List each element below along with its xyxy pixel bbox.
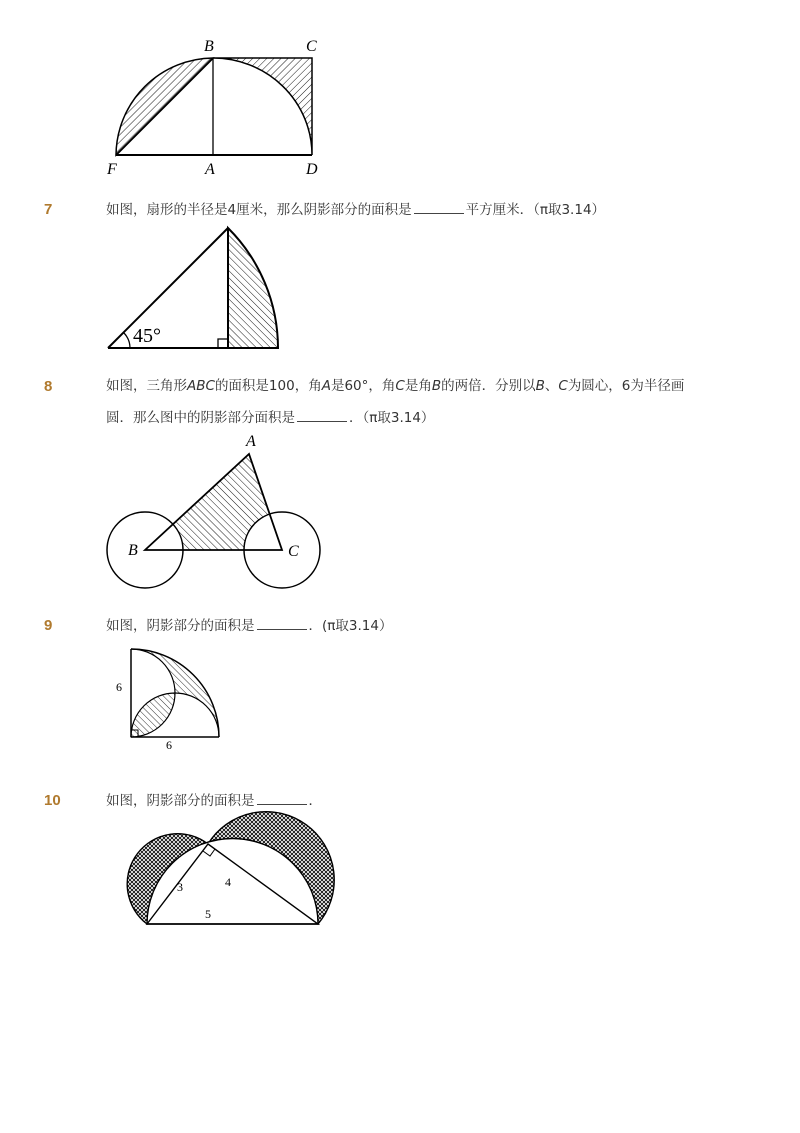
question-text-8-line-1 (106, 370, 684, 402)
answer-blank-7[interactable] (414, 199, 464, 214)
label-d: D (306, 161, 318, 178)
question-7-text-before: 如图，扇形的半径是4厘米，那么阴影部分的面积是 (106, 202, 412, 218)
label-c: C (306, 38, 317, 55)
angle-label: 45° (133, 325, 161, 347)
question-10-text-before: 如图，阴影部分的面积是 (106, 793, 255, 809)
figure-7-sector (100, 220, 300, 360)
answer-blank-8[interactable] (297, 407, 347, 422)
bottom-label: 6 (166, 738, 172, 752)
q8-part-5: C (395, 378, 405, 394)
label-c: C (288, 543, 299, 560)
answer-blank-9[interactable] (257, 615, 307, 630)
figure-10-right-triangle-semicircles (110, 812, 360, 937)
question-9-text-after: ．(π取3.14） (308, 618, 393, 634)
label-b: B (128, 542, 138, 559)
q8-part-10: 、 (544, 378, 559, 394)
q8-part-0: 如图，三角形 (106, 378, 187, 394)
q8-part-11: C (558, 378, 568, 394)
q8-part-3: A (321, 378, 331, 394)
q8-part-1: ABC (187, 378, 215, 394)
label-f: F (107, 161, 117, 178)
question-number-9: 9 (44, 617, 53, 634)
radius-hypotenuse (108, 228, 228, 348)
answer-blank-10[interactable] (257, 790, 307, 805)
question-7-text-after: 平方厘米．（π取3.14） (465, 202, 606, 218)
shaded-sector-part (228, 228, 278, 348)
q8-part-12: 为圆心，6为半径画 (567, 378, 685, 394)
question-text-9 (106, 610, 392, 642)
figure-6-semicircle-rectangle (100, 34, 340, 180)
leg-a-label: 3 (177, 880, 183, 894)
figure-8-triangle-circles (98, 430, 328, 595)
shaded-corner-region (213, 58, 312, 155)
question-number-7: 7 (44, 201, 53, 218)
right-angle-mark (218, 339, 228, 348)
question-8-line2-after: ．（π取3.14） (349, 410, 435, 426)
leg-b-label: 4 (225, 875, 231, 889)
label-a: A (246, 433, 256, 450)
q8-part-7: B (431, 378, 442, 394)
figure-9-quarter-circle (110, 643, 230, 753)
q8-part-4: 是60°，角 (330, 378, 396, 394)
question-8-line2-before: 圆．那么图中的阴影部分面积是 (106, 410, 295, 426)
angle-arc (124, 333, 131, 349)
side-label: 6 (116, 680, 122, 694)
hypotenuse-label: 5 (205, 907, 211, 921)
q8-part-6: 是角 (404, 378, 432, 394)
label-a: A (205, 161, 215, 178)
question-number-10: 10 (44, 792, 61, 809)
label-b: B (204, 38, 214, 55)
question-9-text-before: 如图，阴影部分的面积是 (106, 618, 255, 634)
question-number-8: 8 (44, 378, 53, 395)
q8-part-8: 的两倍．分别以 (441, 378, 536, 394)
q8-part-2: 的面积是100，角 (214, 378, 322, 394)
q8-part-9: B (535, 378, 545, 394)
question-10-text-after: ． (308, 793, 322, 809)
